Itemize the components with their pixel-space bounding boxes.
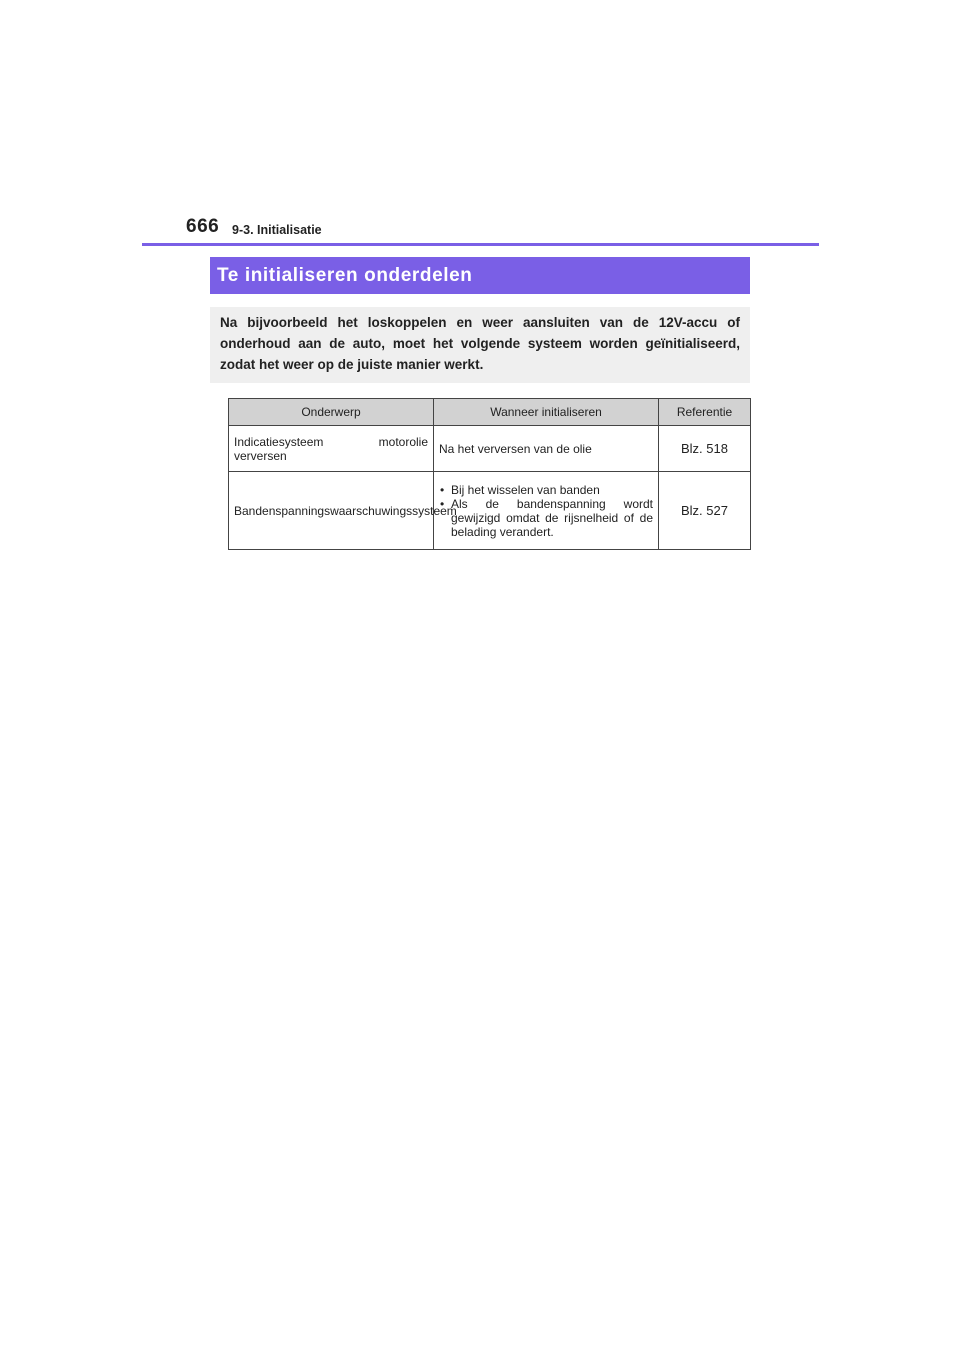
when-list [439, 483, 653, 539]
column-header-subject: Onderwerp [229, 399, 434, 426]
cell-when: Na het verversen van de olie [434, 426, 659, 472]
cell-subject: Indicatiesysteem motorolie verversen [229, 426, 434, 472]
section-title-bar [210, 257, 750, 294]
column-header-when: Wanneer initialiseren [434, 399, 659, 426]
intro-text: Na bijvoorbeeld het loskoppelen en weer aansluiten van de 12V-accu of onderhoud aan de auto, moet het volgende systeem worden geïnitialiseerd, zodat het weer op de juiste manier werkt. [220, 315, 740, 372]
list-item: • Bij het wisselen van banden [439, 483, 653, 497]
intro-box [210, 307, 750, 383]
header-rule [142, 243, 819, 246]
section-reference: 9-3. Initialisatie [232, 223, 322, 237]
list-item: • Als de bandenspanning wordt gewijzigd omdat de rijsnelheid of de belading verandert. [439, 497, 653, 539]
table-row [229, 472, 751, 550]
cell-reference: Blz. 527 [659, 472, 751, 550]
column-header-reference: Referentie [659, 399, 751, 426]
initialization-table [228, 398, 751, 550]
section-title: Te initialiseren onderdelen [217, 264, 473, 286]
cell-when [434, 472, 659, 550]
page-number: 666 [186, 216, 220, 237]
table-row [229, 426, 751, 472]
cell-subject: Bandenspanningswaarschuwingssysteem [229, 472, 434, 550]
table-header-row [229, 399, 751, 426]
cell-reference: Blz. 518 [659, 426, 751, 472]
